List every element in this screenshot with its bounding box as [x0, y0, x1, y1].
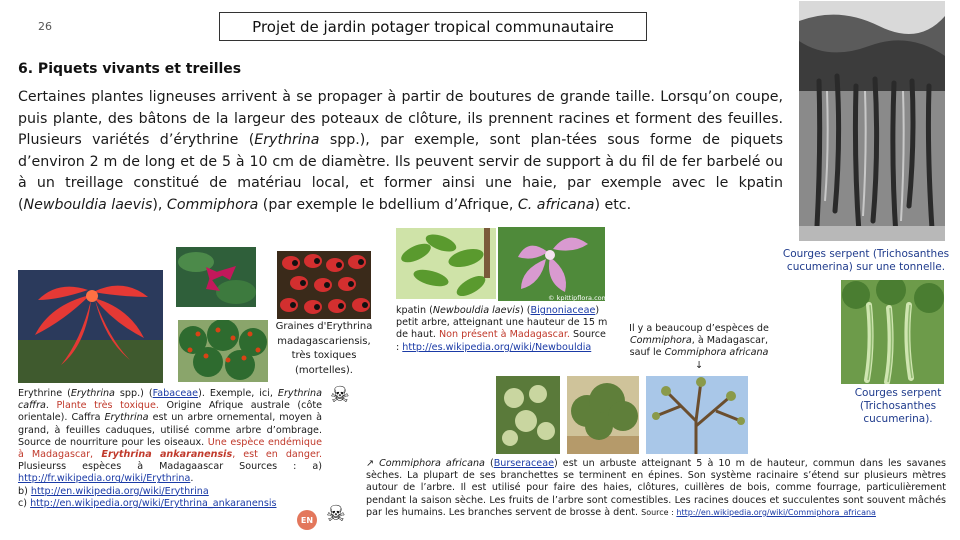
commiphora-fruit-photo — [496, 376, 560, 454]
link-erythrina-fr[interactable]: http://fr.wikipedia.org/wiki/Erythrina — [18, 473, 191, 485]
commiphora-shrub-photo — [567, 376, 639, 454]
link-commiphora-africana[interactable]: http://en.wikipedia.org/wiki/Commiphora_africana — [676, 507, 876, 517]
section-heading: 6. Piquets vivants et treilles — [18, 61, 242, 77]
erythrina-flower-photo-1 — [176, 247, 256, 307]
erythrina-tree-photo — [178, 320, 268, 382]
snake-gourd-caption: Courges serpent (Trichosanthes cucumerina). — [854, 387, 942, 425]
snake-gourd-trellis-caption: Courges serpent (Trichosanthes cucumerina) sur une tonnelle. — [782, 248, 950, 273]
kpatin-leaves-photo — [396, 228, 496, 299]
link-fabaceae[interactable]: Fabaceae — [152, 388, 199, 399]
page-number: 26 — [38, 20, 52, 33]
page-title: Projet de jardin potager tropical communautaire — [219, 12, 647, 41]
erythrina-seeds-photo — [277, 251, 371, 319]
endangered-badge: EN — [297, 510, 317, 530]
snake-gourd-trellis-photo — [799, 1, 945, 241]
link-bignoniaceae[interactable]: Bignoniaceae — [530, 305, 596, 316]
snake-gourd-photo — [841, 280, 944, 384]
toxic-skull-icon: ☠ — [330, 382, 350, 407]
link-erythrina-ankaranensis[interactable]: http://en.wikipedia.org/wiki/Erythrina_ankaranensis — [30, 497, 277, 509]
commiphora-note: Il y a beaucoup d’espèces de Commiphora, à Madagascar, sauf le Commiphora africana ↓ — [629, 323, 769, 371]
kpatin-flower-photo — [498, 227, 605, 301]
link-burseraceae[interactable]: Burseraceae — [493, 458, 554, 469]
erythrina-seeds-caption: Graines d'Erythrina madagascariensis, très toxiques (mortelles). — [275, 321, 373, 376]
kpatin-copyright: © kpittipflora.com — [548, 294, 608, 302]
erythrina-paragraph: Erythrine (Erythrina spp.) (Fabaceae). Exemple, ici, Erythrina caffra. Plante très toxique. Origine Afrique australe (côte orientale). Caffra Erythrina est un arbre ornemental, moyen à grand, à feuilles caduques, utilisé comme arbre d’ombrage. Source de nourriture pour les oiseaux. Une espèce endémique à Madagascar, Erythrina ankaranensis, est en danger. Plusieurss espèces à Madagaascar Sources : a) http://fr.wikipedia.org/wiki/Erythrina. b) http://en.wikipedia.org/wiki/Erythrina c) http://en.wikipedia.org/wiki/Erythrina_ankaranensis — [18, 388, 323, 509]
link-newbouldia[interactable]: http://es.wikipedia.org/wiki/Newbouldia — [402, 341, 592, 353]
intro-paragraph: Certaines plantes ligneuses arrivent à se propager à partir de boutures de grande taille. Lorsqu’on coupe, puis plante, des bâtons de la largeur des poteaux de clôture, ils prennent racines et forment des feuilles. Plusieurs variétés d’érythrine (Erythrina spp.), par exemple, sont plan-tées sous forme de piquets d’environ 2 m de long et de 5 à 10 cm de diamètre. Ils peuvent servir de support à du fil de fer barbelé ou à un treillage constitué de matériau local, et former ainsi une haie, par exemple avec le kpatin (Newbouldia laevis), Commiphora (par exemple le bdellium d’Afrique, C. africana) etc. — [18, 89, 783, 213]
toxic-skull-icon-2: ☠ — [326, 501, 346, 526]
erythrina-flower-photo-2 — [18, 270, 163, 383]
kpatin-paragraph: kpatin (Newbouldia laevis) (Bignoniaceae) petit arbre, atteignant une hauteur de 15 m de haut. Non présent à Madagascar. Source : http://es.wikipedia.org/wiki/Newbouldia — [396, 305, 608, 353]
commiphora-branches-photo — [646, 376, 748, 454]
link-erythrina-en[interactable]: http://en.wikipedia.org/wiki/Erythrina — [30, 485, 209, 497]
commiphora-paragraph: ↗ Commiphora africana (Burseraceae) est un arbuste atteignant 5 à 10 m de hauteur, commun dans les savanes sèches. La plupart de ses branchettes se terminent en épines. Son système racinaire s’étend sur plusieurs mètres autour de l’arbre. Il est utilisé pour faire des haies, clôtures, cuillères de bois, comme fourrage, particulièrement pendant la saison sèche. Les fruits de l’arbre sont comestibles. Les racines douces et succulentes sont souvent mâchés par les humains. Les branches servent de brosse à dent. Source : http://en.wikipedia.org/wiki/Commiphora_africana — [366, 458, 947, 518]
